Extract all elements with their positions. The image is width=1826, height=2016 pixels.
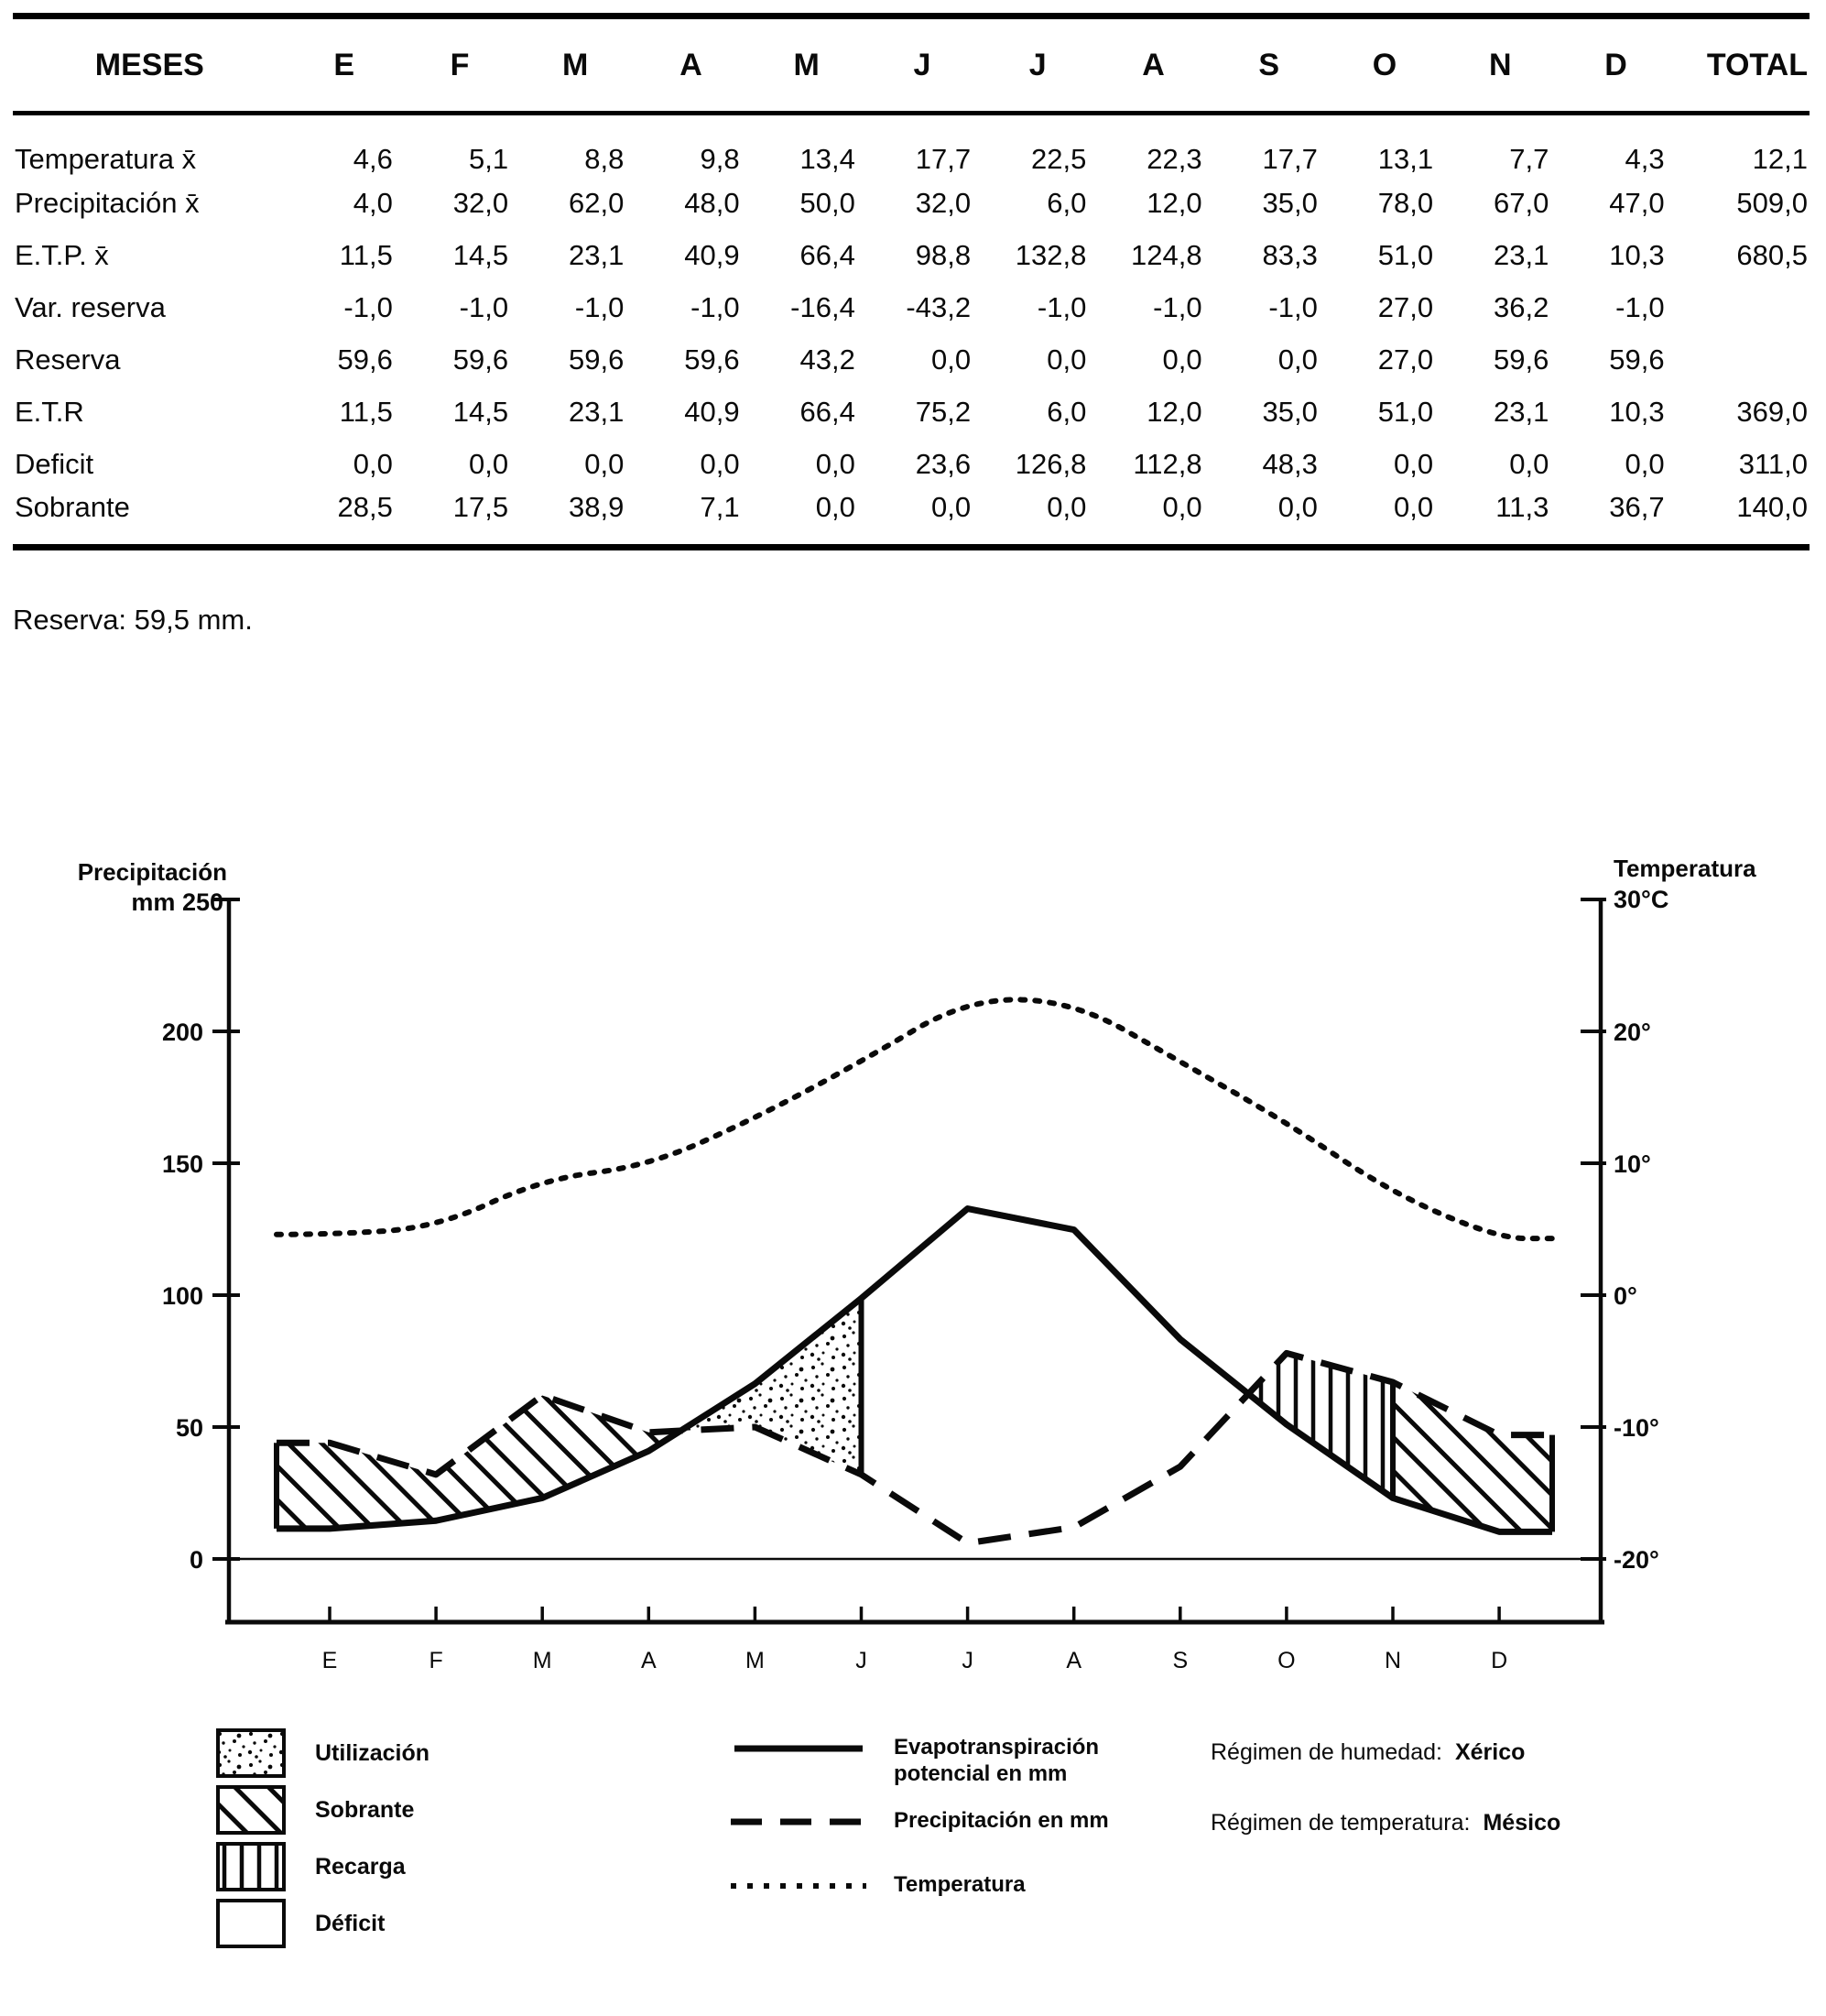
table-header xyxy=(13,16,1810,114)
table-row xyxy=(13,333,1810,386)
climograph-chart xyxy=(0,801,1826,1708)
row-label: Sobrante xyxy=(15,491,130,523)
month-label: F xyxy=(429,1648,443,1673)
water-balance-table xyxy=(13,13,1810,550)
value-cell: 66,4 xyxy=(799,238,855,271)
total-cell: 140,0 xyxy=(1736,491,1808,523)
region-sobrante-right xyxy=(1393,1382,1552,1531)
value-cell: 40,9 xyxy=(684,395,740,428)
row-label: E.T.P. x̄ xyxy=(15,238,109,271)
dashed-line-icon xyxy=(725,1807,872,1835)
left-axis-unit-top-tick: mm 250 xyxy=(131,888,223,916)
value-cell: 0,0 xyxy=(353,447,393,480)
table-row xyxy=(13,386,1810,438)
table-row xyxy=(13,490,1810,548)
legend-label-precip: Precipitación en mm xyxy=(894,1808,1109,1833)
legend-label-sobrante: Sobrante xyxy=(315,1796,415,1823)
value-cell: -1,0 xyxy=(1153,290,1202,323)
month-label: S xyxy=(1172,1648,1189,1673)
month-label: M xyxy=(745,1648,765,1673)
value-cell: 78,0 xyxy=(1377,186,1434,219)
value-cell: -1,0 xyxy=(690,290,740,323)
solid-line-icon xyxy=(725,1734,872,1761)
value-cell: 32,0 xyxy=(915,186,972,219)
value-cell: 10,3 xyxy=(1609,238,1665,271)
value-cell: 59,6 xyxy=(684,343,740,376)
month-label: D xyxy=(1491,1648,1508,1673)
value-cell: 112,8 xyxy=(1133,447,1202,480)
left-tick-label: 0 xyxy=(189,1546,203,1574)
table-header-month: A xyxy=(679,47,702,82)
value-cell: 0,0 xyxy=(1393,491,1434,523)
value-cell: 36,2 xyxy=(1494,290,1549,323)
temperature-regime-label: Régimen de temperatura: xyxy=(1211,1810,1471,1836)
value-cell: 51,0 xyxy=(1377,238,1434,271)
legend-label-etp xyxy=(894,1734,1099,1787)
value-cell: 59,6 xyxy=(1494,343,1549,376)
value-cell: 36,7 xyxy=(1609,491,1665,523)
value-cell: 0,0 xyxy=(1047,343,1087,376)
month-label: M xyxy=(532,1648,552,1673)
table-row xyxy=(13,438,1810,490)
chart-legend xyxy=(0,1728,1826,1956)
total-cell xyxy=(1674,333,1810,386)
value-cell: 47,0 xyxy=(1609,186,1665,219)
value-cell: 11,3 xyxy=(1495,491,1549,523)
month-label: N xyxy=(1384,1648,1402,1673)
sobrante-swatch-icon xyxy=(216,1785,286,1835)
value-cell: 75,2 xyxy=(915,395,972,428)
legend-item-temp-line xyxy=(725,1871,1211,1899)
reserve-note: Reserva: 59,5 mm. xyxy=(13,604,253,636)
left-tick-label: 150 xyxy=(161,1150,203,1178)
value-cell: -1,0 xyxy=(459,290,509,323)
left-tick-label: 50 xyxy=(175,1414,203,1442)
value-cell: 35,0 xyxy=(1262,186,1318,219)
legend-line-column xyxy=(725,1728,1211,1899)
right-axis-title: Temperatura xyxy=(1614,855,1756,882)
table-header-month: F xyxy=(450,47,470,82)
value-cell: 7,1 xyxy=(700,491,740,523)
value-cell: 23,1 xyxy=(569,238,625,271)
value-cell: 14,5 xyxy=(452,238,509,271)
value-cell: 38,9 xyxy=(569,491,625,523)
value-cell: 124,8 xyxy=(1131,238,1202,271)
water-balance-table-section xyxy=(13,13,1810,550)
value-cell: 17,5 xyxy=(452,491,509,523)
value-cell: 0,0 xyxy=(700,447,740,480)
value-cell: 51,0 xyxy=(1377,395,1434,428)
dotted-line-icon xyxy=(725,1871,872,1899)
table-body xyxy=(13,114,1810,548)
legend-label-utilizacion: Utilización xyxy=(315,1739,430,1766)
value-cell: 27,0 xyxy=(1377,290,1434,323)
right-tick-label: -20° xyxy=(1614,1546,1659,1574)
legend-label-deficit: Déficit xyxy=(315,1910,386,1936)
etp-label-line1: Evapotranspiración xyxy=(894,1735,1100,1760)
etp-label-line2: potencial en mm xyxy=(894,1761,1068,1786)
row-label: Var. reserva xyxy=(15,290,166,323)
right-axis-top-tick-label: 30°C xyxy=(1614,886,1669,913)
value-cell: 59,6 xyxy=(452,343,509,376)
value-cell: 0,0 xyxy=(1277,343,1318,376)
utilizacion-swatch-icon xyxy=(216,1728,286,1778)
total-cell: 509,0 xyxy=(1736,186,1808,219)
value-cell: 132,8 xyxy=(1015,238,1087,271)
region-utilizacion xyxy=(680,1298,861,1474)
value-cell: 32,0 xyxy=(452,186,509,219)
value-cell: 59,6 xyxy=(1609,343,1665,376)
table-header-month: N xyxy=(1488,47,1512,82)
table-header-month: J xyxy=(913,47,931,82)
value-cell: 59,6 xyxy=(569,343,625,376)
value-cell: 62,0 xyxy=(569,186,625,219)
legend-item-utilizacion xyxy=(216,1728,725,1778)
value-cell: 12,0 xyxy=(1147,186,1202,219)
table-header-month: D xyxy=(1604,47,1627,82)
recarga-swatch-icon xyxy=(216,1842,286,1891)
value-cell: -1,0 xyxy=(343,290,393,323)
value-cell: 0,0 xyxy=(930,343,972,376)
value-cell: 0,0 xyxy=(584,447,625,480)
value-cell: 23,1 xyxy=(1494,395,1549,428)
value-cell: 4,6 xyxy=(353,143,393,175)
value-cell: 17,7 xyxy=(915,143,972,175)
table-row xyxy=(13,281,1810,333)
row-label: Precipitación x̄ xyxy=(15,186,200,219)
table-header-month: A xyxy=(1142,47,1165,82)
right-tick-label: 20° xyxy=(1614,1019,1651,1046)
value-cell: 59,6 xyxy=(337,343,393,376)
table-header-month: O xyxy=(1372,47,1397,82)
legend-label-temp: Temperatura xyxy=(894,1872,1026,1897)
value-cell: 23,1 xyxy=(1494,238,1549,271)
value-cell: 28,5 xyxy=(337,491,393,523)
legend-item-etp-line xyxy=(725,1734,1211,1787)
month-label: A xyxy=(640,1648,657,1673)
value-cell: 7,7 xyxy=(1509,143,1549,175)
month-label: O xyxy=(1277,1648,1296,1673)
legend-label-recarga: Recarga xyxy=(315,1853,406,1880)
value-cell: 0,0 xyxy=(1277,491,1318,523)
value-cell: 0,0 xyxy=(1162,343,1202,376)
legend-item-sobrante xyxy=(216,1785,725,1835)
value-cell: 13,4 xyxy=(799,143,855,175)
value-cell: 10,3 xyxy=(1609,395,1665,428)
row-label: Reserva xyxy=(15,343,121,376)
table-header-meses: MESES xyxy=(94,47,204,82)
left-axis-title: Precipitación xyxy=(77,858,227,886)
table-header-month: J xyxy=(1028,47,1047,82)
value-cell: 50,0 xyxy=(799,186,855,219)
month-label: J xyxy=(962,1648,973,1673)
value-cell: 12,0 xyxy=(1147,395,1202,428)
value-cell: 6,0 xyxy=(1047,186,1087,219)
total-cell: 311,0 xyxy=(1738,447,1808,480)
value-cell: 22,3 xyxy=(1147,143,1202,175)
value-cell: 14,5 xyxy=(452,395,509,428)
right-tick-label: -10° xyxy=(1614,1414,1659,1442)
deficit-swatch-icon xyxy=(216,1899,286,1948)
value-cell: 13,1 xyxy=(1377,143,1434,175)
legend-fill-column xyxy=(216,1728,725,1956)
regimes-column xyxy=(1211,1728,1560,1880)
value-cell: 48,0 xyxy=(684,186,740,219)
value-cell: 4,3 xyxy=(1625,143,1665,175)
value-cell: 0,0 xyxy=(815,491,855,523)
value-cell: 83,3 xyxy=(1262,238,1318,271)
table-header-month: E xyxy=(333,47,355,82)
value-cell: 6,0 xyxy=(1047,395,1087,428)
value-cell: 22,5 xyxy=(1031,143,1087,175)
value-cell: 5,1 xyxy=(468,143,509,175)
value-cell: 27,0 xyxy=(1377,343,1434,376)
humidity-regime-value: Xérico xyxy=(1454,1739,1526,1765)
value-cell: 0,0 xyxy=(1162,491,1202,523)
value-cell: 11,5 xyxy=(339,395,393,428)
value-cell: 0,0 xyxy=(1509,447,1549,480)
legend-item-deficit xyxy=(216,1899,725,1948)
value-cell: 48,3 xyxy=(1262,447,1318,480)
table-row xyxy=(13,177,1810,229)
humidity-regime-label: Régimen de humedad: xyxy=(1211,1739,1442,1765)
right-tick-label: 10° xyxy=(1614,1150,1651,1178)
month-label: A xyxy=(1066,1648,1082,1673)
value-cell: -43,2 xyxy=(906,290,972,323)
table-header-month: M xyxy=(562,47,589,82)
total-cell: 369,0 xyxy=(1736,395,1808,428)
value-cell: 0,0 xyxy=(930,491,972,523)
value-cell: -1,0 xyxy=(1037,290,1087,323)
row-label: Deficit xyxy=(15,447,94,480)
value-cell: 0,0 xyxy=(1047,491,1087,523)
legend-item-recarga xyxy=(216,1842,725,1891)
left-tick-label: 100 xyxy=(161,1282,203,1310)
table-header-month: S xyxy=(1258,47,1280,82)
humidity-regime xyxy=(1211,1739,1560,1766)
legend-item-precip-line xyxy=(725,1807,1211,1835)
value-cell: 40,9 xyxy=(684,238,740,271)
value-cell: -1,0 xyxy=(574,290,625,323)
value-cell: 9,8 xyxy=(700,143,740,175)
scanned-hydric-balance-page xyxy=(0,13,1826,2016)
month-label: J xyxy=(855,1648,867,1673)
value-cell: 23,6 xyxy=(915,447,972,480)
value-cell: 98,8 xyxy=(915,238,972,271)
value-cell: 0,0 xyxy=(468,447,509,480)
value-cell: 0,0 xyxy=(815,447,855,480)
value-cell: 0,0 xyxy=(1625,447,1665,480)
total-cell: 12,1 xyxy=(1752,143,1808,175)
table-row xyxy=(13,114,1810,178)
value-cell: -16,4 xyxy=(790,290,855,323)
value-cell: -1,0 xyxy=(1268,290,1318,323)
value-cell: 17,7 xyxy=(1262,143,1318,175)
value-cell: 11,5 xyxy=(339,238,393,271)
table-header-month: M xyxy=(793,47,820,82)
value-cell: 8,8 xyxy=(584,143,625,175)
row-label: Temperatura x̄ xyxy=(15,143,197,175)
value-cell: 126,8 xyxy=(1015,447,1087,480)
value-cell: 67,0 xyxy=(1494,186,1549,219)
value-cell: 35,0 xyxy=(1262,395,1318,428)
value-cell: 4,0 xyxy=(353,186,393,219)
temperature-regime-value: Mésico xyxy=(1483,1810,1561,1836)
left-tick-label: 200 xyxy=(161,1019,203,1046)
table-header-total: TOTAL xyxy=(1706,47,1808,82)
value-cell: 0,0 xyxy=(1393,447,1434,480)
total-cell: 680,5 xyxy=(1736,238,1808,271)
month-label: E xyxy=(321,1648,338,1673)
table-header-row xyxy=(13,16,1810,114)
value-cell: 66,4 xyxy=(799,395,855,428)
temperature-regime xyxy=(1211,1810,1560,1836)
value-cell: 43,2 xyxy=(799,343,855,376)
value-cell: -1,0 xyxy=(1615,290,1665,323)
row-label: E.T.R xyxy=(15,395,84,428)
temperature-curve xyxy=(277,999,1552,1238)
right-tick-label: 0° xyxy=(1614,1282,1637,1310)
table-row xyxy=(13,229,1810,281)
value-cell: 23,1 xyxy=(569,395,625,428)
total-cell xyxy=(1674,281,1810,333)
